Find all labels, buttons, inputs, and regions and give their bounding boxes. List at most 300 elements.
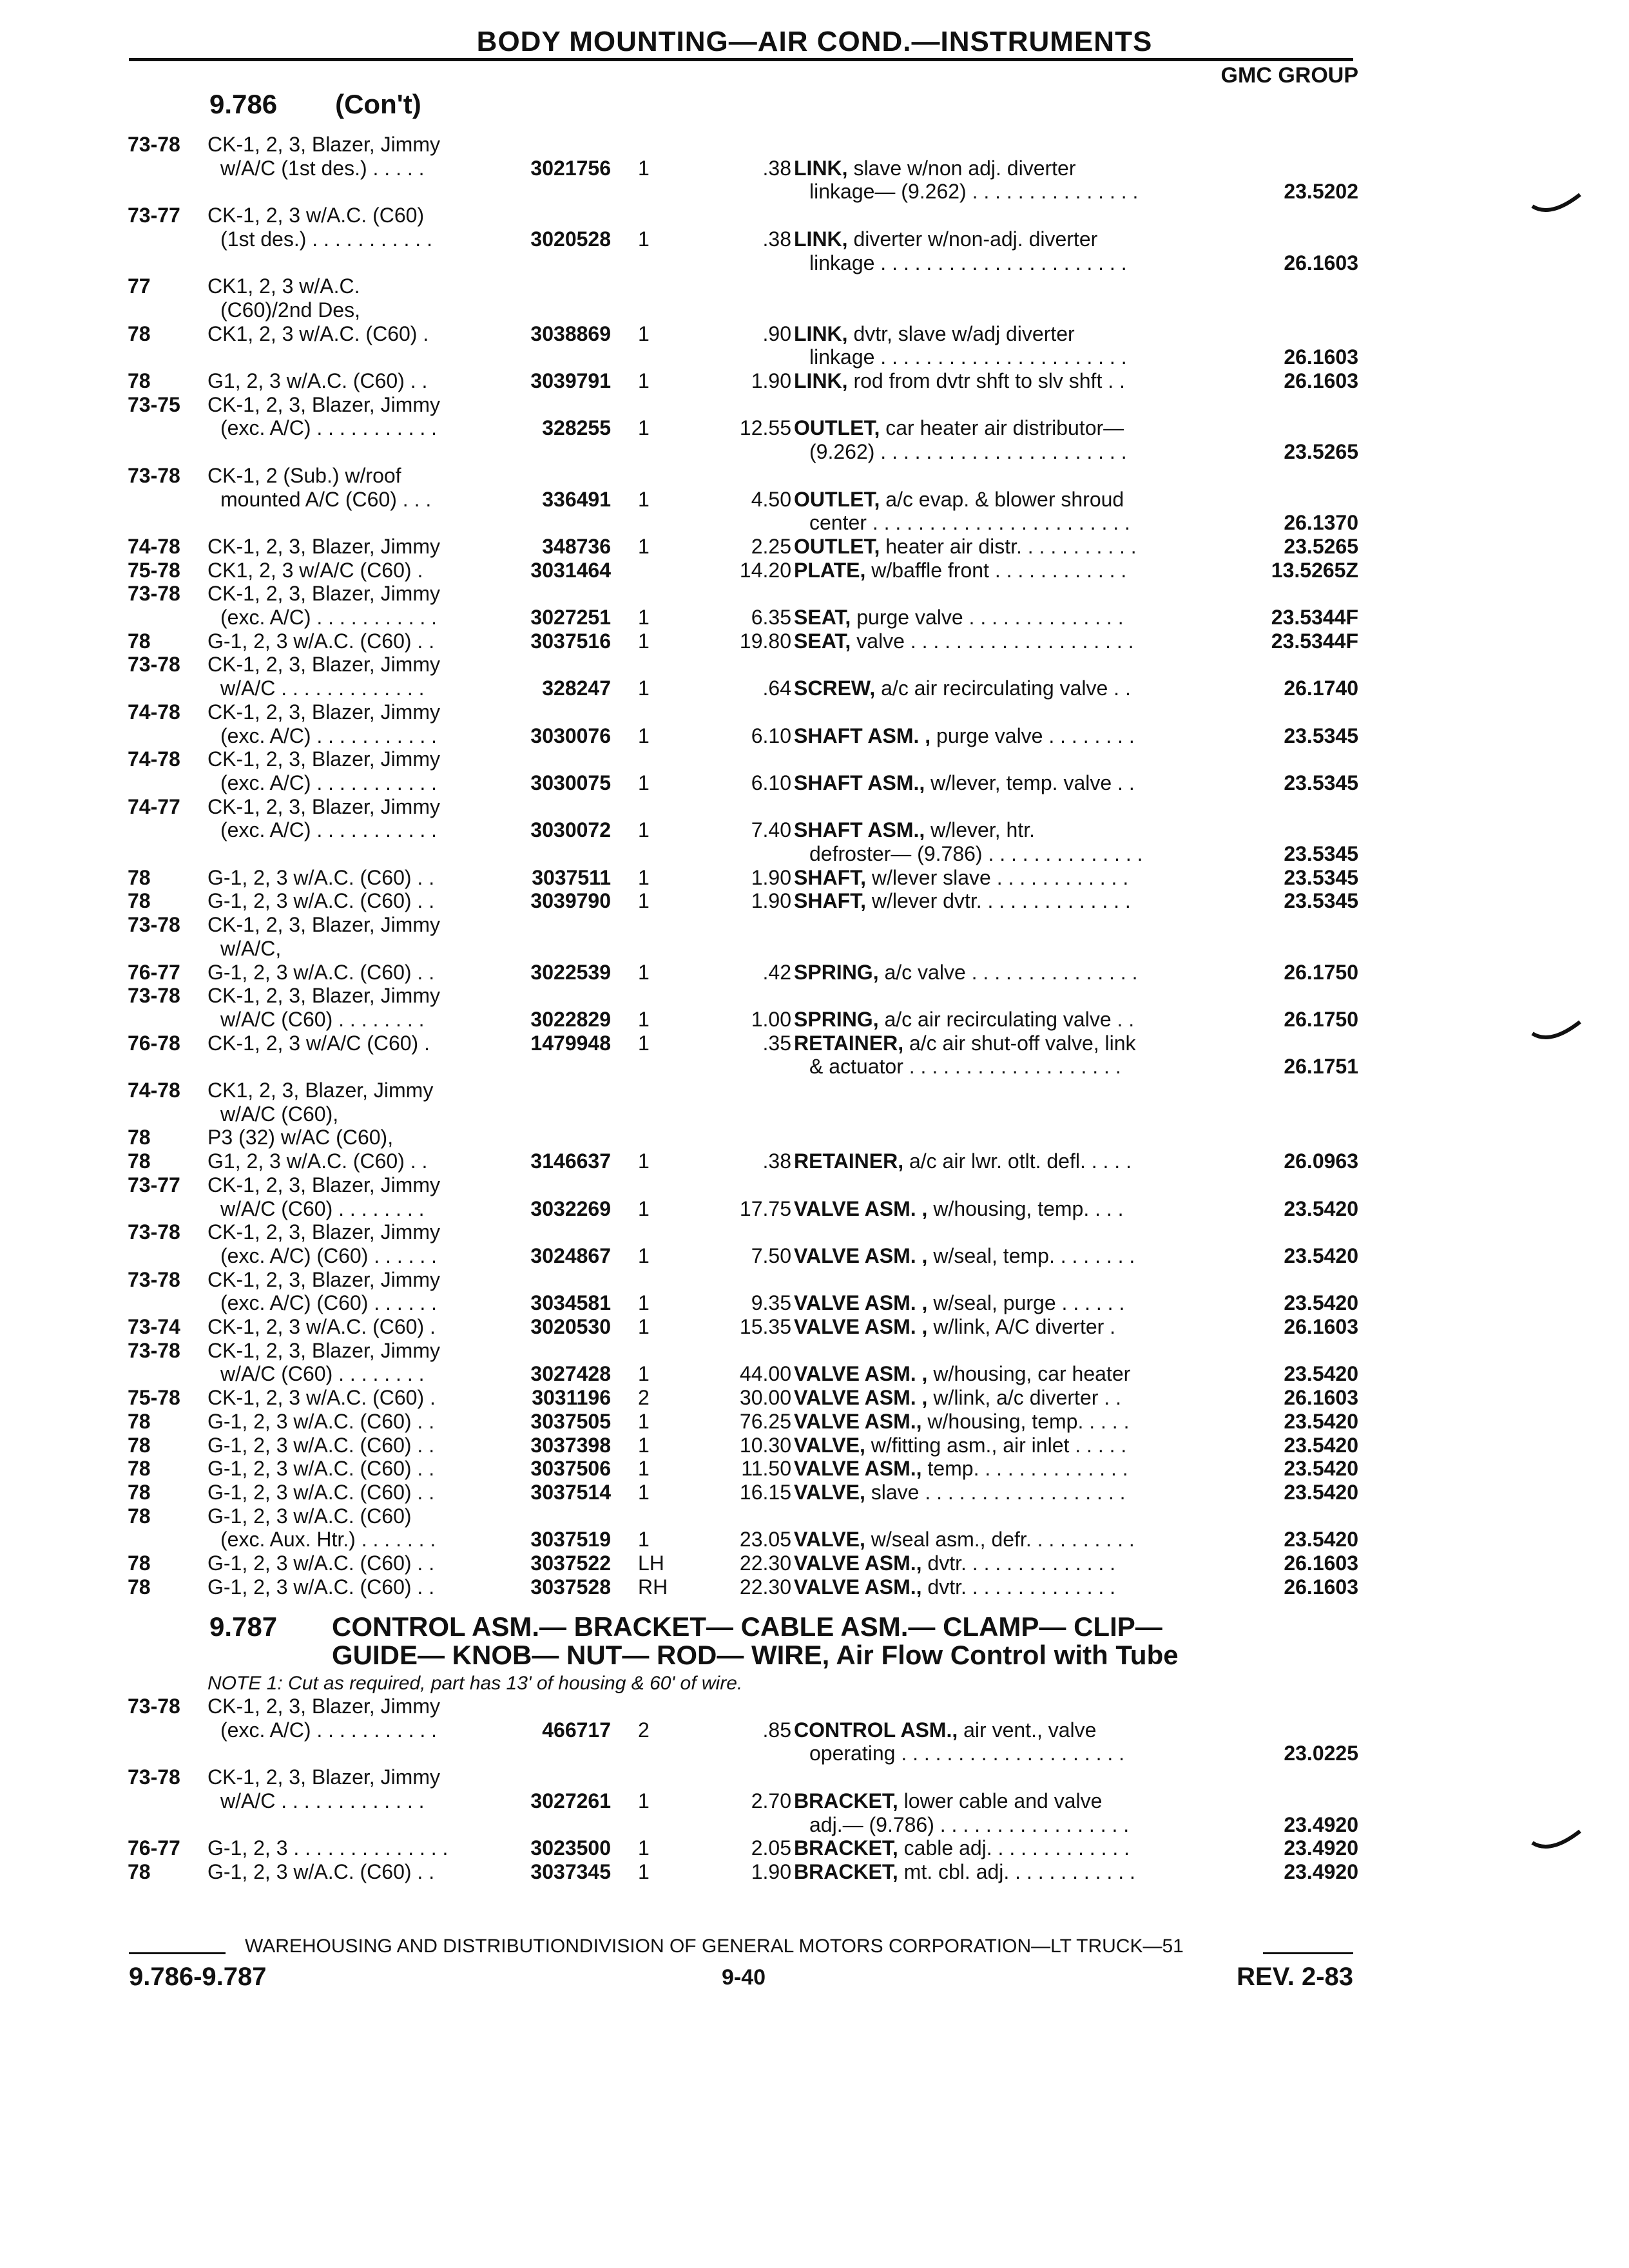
price: 17.75 bbox=[739, 1196, 791, 1220]
application: CK-1, 2, 3, Blazer, Jimmy bbox=[207, 1173, 440, 1196]
model-years: 73-78 bbox=[128, 1765, 180, 1789]
part-detail: w/seal, temp. . . . . . . . bbox=[927, 1244, 1135, 1267]
quantity: LH bbox=[638, 1552, 664, 1575]
price: .64 bbox=[762, 677, 791, 700]
part-detail: w/baffle front . . . . . . . . . . . . bbox=[865, 558, 1127, 582]
description bbox=[794, 866, 1128, 889]
group-code: 23.5420 bbox=[1284, 1433, 1358, 1457]
model-years: 78 bbox=[128, 369, 151, 392]
part-number: 3039791 bbox=[530, 369, 611, 392]
model-years: 78 bbox=[128, 1860, 151, 1883]
quantity: 1 bbox=[638, 322, 650, 345]
part-number: 3023500 bbox=[530, 1836, 611, 1860]
part-name: VALVE ASM. , bbox=[794, 1362, 928, 1386]
price: 44.00 bbox=[739, 1362, 791, 1386]
model-years: 73-78 bbox=[128, 1338, 180, 1362]
description bbox=[794, 1032, 1136, 1055]
part-detail: purge valve . . . . . . . . bbox=[930, 724, 1135, 747]
part-name: OUTLET, bbox=[794, 487, 880, 511]
part-detail: a/c air recirculating valve . . bbox=[875, 677, 1131, 700]
price: 9.35 bbox=[751, 1291, 791, 1315]
price: 2.70 bbox=[751, 1789, 791, 1812]
part-number: 3024867 bbox=[530, 1244, 611, 1267]
price: 16.15 bbox=[739, 1480, 791, 1504]
model-years: 78 bbox=[128, 1433, 151, 1457]
price: 7.50 bbox=[751, 1244, 791, 1267]
application: w/A/C (1st des.) . . . . . bbox=[220, 156, 425, 180]
part-number: 3022539 bbox=[530, 960, 611, 984]
model-years: 73-75 bbox=[128, 392, 180, 416]
description bbox=[794, 1552, 1115, 1575]
part-name: BRACKET, bbox=[794, 1789, 898, 1812]
model-years: 74-77 bbox=[128, 794, 180, 818]
quantity: 1 bbox=[638, 1433, 650, 1457]
description bbox=[794, 227, 1097, 251]
application: w/A/C (C60) . . . . . . . . bbox=[220, 1007, 425, 1031]
model-years: 76-77 bbox=[128, 960, 180, 984]
price: 22.30 bbox=[739, 1552, 791, 1575]
part-number: 3037506 bbox=[530, 1457, 611, 1481]
quantity: 1 bbox=[638, 1480, 650, 1504]
part-name: VALVE ASM. , bbox=[794, 1196, 928, 1220]
quantity: 1 bbox=[638, 1291, 650, 1315]
application: G-1, 2, 3 w/A.C. (C60) . . bbox=[207, 960, 435, 984]
quantity: 1 bbox=[638, 677, 650, 700]
application: CK-1, 2, 3 w/A.C. (C60) bbox=[207, 204, 425, 227]
part-name: OUTLET, bbox=[794, 534, 880, 558]
part-name: SPRING, bbox=[794, 960, 879, 984]
model-years: 76-78 bbox=[128, 1031, 180, 1055]
application: CK-1, 2, 3, Blazer, Jimmy bbox=[207, 747, 440, 771]
price: .35 bbox=[762, 1031, 791, 1055]
model-years: 78 bbox=[128, 1149, 151, 1173]
description bbox=[794, 1244, 1135, 1267]
group-code: 23.5420 bbox=[1284, 1196, 1358, 1220]
quantity: 1 bbox=[638, 156, 650, 180]
group-code: 23.5344F bbox=[1271, 606, 1358, 629]
part-number: 3037519 bbox=[530, 1528, 611, 1552]
price: 30.00 bbox=[739, 1386, 791, 1410]
quantity: 1 bbox=[638, 1528, 650, 1552]
description bbox=[794, 535, 1137, 558]
application: w/A/C (C60) . . . . . . . . bbox=[220, 1362, 425, 1386]
part-detail: lower cable and valve bbox=[898, 1789, 1103, 1812]
part-name: SEAT, bbox=[794, 606, 851, 629]
description bbox=[794, 1718, 1096, 1742]
group-code: 23.5265 bbox=[1284, 440, 1358, 464]
application: CK1, 2, 3 w/A/C (C60) . bbox=[207, 558, 423, 582]
description bbox=[794, 1789, 1102, 1812]
quantity: 1 bbox=[638, 1362, 650, 1386]
application: (exc. A/C) . . . . . . . . . . . bbox=[220, 818, 438, 842]
part-number: 3037528 bbox=[530, 1575, 611, 1599]
model-years: 75-78 bbox=[128, 1386, 180, 1410]
application: P3 (32) w/AC (C60), bbox=[207, 1126, 394, 1149]
quantity: RH bbox=[638, 1575, 668, 1599]
section-title-line-1: CONTROL ASM.— BRACKET— CABLE ASM.— CLAMP— CLIP— bbox=[332, 1611, 1162, 1642]
part-number: 466717 bbox=[542, 1718, 611, 1742]
group-code: 26.1603 bbox=[1284, 1552, 1358, 1575]
application: CK-1, 2, 3, Blazer, Jimmy bbox=[207, 1338, 440, 1362]
part-detail: a/c evap. & blower shroud bbox=[880, 487, 1124, 511]
description bbox=[809, 842, 1143, 865]
price: 4.50 bbox=[751, 487, 791, 511]
section-number: 9.787 bbox=[209, 1611, 278, 1642]
part-detail: w/fitting asm., air inlet . . . . . bbox=[865, 1433, 1127, 1457]
quantity: 1 bbox=[638, 1196, 650, 1220]
quantity: 1 bbox=[638, 369, 650, 392]
check-mark-icon bbox=[1531, 191, 1583, 216]
model-years: 73-78 bbox=[128, 133, 180, 156]
group-code: 26.1370 bbox=[1284, 511, 1358, 535]
group-code: 26.0963 bbox=[1284, 1149, 1358, 1173]
description bbox=[794, 1434, 1126, 1457]
part-detail: w/housing, temp. . . . bbox=[927, 1196, 1124, 1220]
group-code: 26.1603 bbox=[1284, 369, 1358, 392]
part-name: VALVE, bbox=[794, 1528, 865, 1552]
part-detail: operating . . . . . . . . . . . . . . . . . . . . bbox=[809, 1742, 1125, 1765]
price: 1.90 bbox=[751, 1860, 791, 1883]
part-name: VALVE ASM., bbox=[794, 1575, 922, 1599]
application: G-1, 2, 3 w/A.C. (C60) . . bbox=[207, 1575, 435, 1599]
application: G-1, 2, 3 w/A.C. (C60) . . bbox=[207, 1433, 435, 1457]
part-name: RETAINER, bbox=[794, 1149, 904, 1173]
part-name: VALVE ASM., bbox=[794, 1552, 922, 1575]
group-code: 23.5420 bbox=[1284, 1480, 1358, 1504]
description bbox=[794, 677, 1131, 700]
model-years: 73-78 bbox=[128, 984, 180, 1008]
model-years: 78 bbox=[128, 322, 151, 345]
description bbox=[794, 1528, 1135, 1551]
part-detail: w/seal asm., defr. . . . . . . . . . bbox=[865, 1528, 1135, 1552]
application: G-1, 2, 3 w/A.C. (C60) . . bbox=[207, 629, 435, 653]
description bbox=[794, 606, 1124, 629]
quantity: 1 bbox=[638, 1149, 650, 1173]
part-detail: w/link, a/c diverter . . bbox=[927, 1386, 1121, 1410]
footer-revision: REV. 2-83 bbox=[1237, 1963, 1353, 1991]
quantity: 1 bbox=[638, 534, 650, 558]
description bbox=[794, 488, 1124, 511]
section-title-line-2: GUIDE— KNOB— NUT— ROD— WIRE, Air Flow Control with Tube bbox=[332, 1640, 1179, 1670]
group-code: 26.1750 bbox=[1284, 960, 1358, 984]
application: G-1, 2, 3 w/A.C. (C60) . . bbox=[207, 1457, 435, 1481]
part-number: 3031196 bbox=[532, 1386, 611, 1410]
description bbox=[794, 1315, 1115, 1338]
application: G-1, 2, 3 . . . . . . . . . . . . . . bbox=[207, 1836, 448, 1860]
group-code: 26.1751 bbox=[1284, 1055, 1358, 1079]
part-number: 3032269 bbox=[530, 1196, 611, 1220]
application: CK-1, 2 (Sub.) w/roof bbox=[207, 463, 401, 487]
group-code: 23.5420 bbox=[1284, 1457, 1358, 1481]
description bbox=[809, 1742, 1124, 1765]
group-code: 26.1603 bbox=[1284, 1386, 1358, 1410]
model-years: 74-78 bbox=[128, 700, 180, 724]
part-detail: air vent., valve bbox=[958, 1718, 1097, 1742]
description bbox=[794, 889, 1131, 912]
price: 2.25 bbox=[751, 534, 791, 558]
part-name: OUTLET, bbox=[794, 416, 880, 440]
group-code: 26.1603 bbox=[1284, 1575, 1358, 1599]
description bbox=[809, 1813, 1129, 1836]
part-name: SHAFT ASM., bbox=[794, 818, 925, 842]
quantity: 1 bbox=[638, 889, 650, 913]
quantity: 1 bbox=[638, 1007, 650, 1031]
part-number: 3027261 bbox=[530, 1789, 611, 1812]
part-detail: defroster— (9.786) . . . . . . . . . . . . . . bbox=[809, 842, 1143, 865]
group-code: 26.1603 bbox=[1284, 251, 1358, 274]
group-code: 23.5420 bbox=[1284, 1244, 1358, 1267]
description bbox=[809, 345, 1127, 369]
section-continued: (Con't) bbox=[335, 89, 421, 119]
part-detail: linkage— (9.262) . . . . . . . . . . . . . . . bbox=[809, 180, 1139, 204]
model-years: 73-78 bbox=[128, 1267, 180, 1291]
description bbox=[794, 1386, 1121, 1409]
header-rule bbox=[129, 58, 1353, 61]
price: 15.35 bbox=[739, 1315, 791, 1338]
part-number: 3021756 bbox=[530, 156, 611, 180]
part-number: 336491 bbox=[542, 487, 611, 511]
model-years: 78 bbox=[128, 1457, 151, 1481]
part-name: VALVE ASM., bbox=[794, 1409, 922, 1433]
quantity: 1 bbox=[638, 724, 650, 747]
price: 19.80 bbox=[739, 629, 791, 653]
part-number: 3037511 bbox=[532, 865, 611, 889]
part-number: 328247 bbox=[542, 677, 611, 700]
application: w/A/C . . . . . . . . . . . . . bbox=[220, 1789, 425, 1812]
price: .42 bbox=[762, 960, 791, 984]
part-detail: slave w/non adj. diverter bbox=[847, 156, 1076, 180]
group-code: 26.1740 bbox=[1284, 677, 1358, 700]
part-number: 3031464 bbox=[530, 558, 611, 582]
group-code: 23.0225 bbox=[1284, 1742, 1358, 1765]
part-number: 348736 bbox=[542, 534, 611, 558]
part-detail: w/lever dvtr. . . . . . . . . . . . . . bbox=[866, 889, 1131, 913]
model-years: 74-78 bbox=[128, 534, 180, 558]
description bbox=[794, 1575, 1115, 1599]
model-years: 78 bbox=[128, 629, 151, 653]
application: (exc. A/C) . . . . . . . . . . . bbox=[220, 606, 438, 629]
model-years: 73-78 bbox=[128, 463, 180, 487]
quantity: 1 bbox=[638, 1860, 650, 1883]
part-detail: a/c valve . . . . . . . . . . . . . . . bbox=[878, 960, 1138, 984]
application: CK-1, 2, 3, Blazer, Jimmy bbox=[207, 700, 440, 724]
footer-section-range: 9.786-9.787 bbox=[129, 1963, 267, 1991]
quantity: 1 bbox=[638, 629, 650, 653]
model-years: 78 bbox=[128, 1504, 151, 1528]
section-9786-heading bbox=[209, 89, 421, 120]
price: .38 bbox=[762, 1149, 791, 1173]
part-number: 3037505 bbox=[530, 1409, 611, 1433]
application: CK-1, 2, 3, Blazer, Jimmy bbox=[207, 1695, 440, 1718]
quantity: 2 bbox=[638, 1718, 650, 1742]
quantity: 2 bbox=[638, 1386, 650, 1410]
application: (1st des.) . . . . . . . . . . . bbox=[220, 227, 432, 251]
application: G-1, 2, 3 w/A.C. (C60) . . bbox=[207, 889, 435, 913]
price: 6.35 bbox=[751, 606, 791, 629]
description bbox=[794, 559, 1126, 582]
application: CK-1, 2, 3, Blazer, Jimmy bbox=[207, 1765, 440, 1789]
footer-publisher: WAREHOUSING AND DISTRIBUTIONDIVISION OF GENERAL MOTORS CORPORATION—LT TRUCK—51 bbox=[245, 1936, 1184, 1957]
model-years: 78 bbox=[128, 1409, 151, 1433]
part-number: 3034581 bbox=[530, 1291, 611, 1315]
quantity: 1 bbox=[638, 1244, 650, 1267]
part-detail: w/housing, temp. . . . . bbox=[921, 1409, 1130, 1433]
description bbox=[794, 1008, 1134, 1031]
part-detail: slave . . . . . . . . . . . . . . . . . . bbox=[865, 1480, 1126, 1504]
price: 1.90 bbox=[751, 865, 791, 889]
part-detail: w/housing, car heater bbox=[927, 1362, 1131, 1386]
part-detail: car heater air distributor— bbox=[880, 416, 1124, 440]
description bbox=[794, 961, 1137, 984]
application: G1, 2, 3 w/A.C. (C60) . . bbox=[207, 1149, 428, 1173]
part-detail: valve . . . . . . . . . . . . . . . . . . . . bbox=[851, 629, 1134, 653]
application: G-1, 2, 3 w/A.C. (C60) . . bbox=[207, 1552, 435, 1575]
part-name: LINK, bbox=[794, 322, 848, 345]
description bbox=[794, 369, 1125, 392]
part-detail: w/link, A/C diverter . bbox=[927, 1315, 1116, 1338]
part-name: CONTROL ASM., bbox=[794, 1718, 958, 1742]
group-code: 26.1603 bbox=[1284, 1315, 1358, 1338]
quantity: 1 bbox=[638, 771, 650, 794]
application: (exc. A/C) . . . . . . . . . . . bbox=[220, 724, 438, 747]
price: 1.00 bbox=[751, 1007, 791, 1031]
group-code: 23.4920 bbox=[1284, 1860, 1358, 1883]
quantity: 1 bbox=[638, 487, 650, 511]
check-mark-icon bbox=[1531, 1018, 1583, 1044]
group-code: 13.5265Z bbox=[1271, 558, 1358, 582]
part-detail: rod from dvtr shft to slv shft . . bbox=[847, 369, 1125, 392]
application: G-1, 2, 3 w/A.C. (C60) . . bbox=[207, 1480, 435, 1504]
model-years: 78 bbox=[128, 1480, 151, 1504]
model-years: 77 bbox=[128, 274, 151, 298]
application: G-1, 2, 3 w/A.C. (C60) . . bbox=[207, 1860, 435, 1883]
part-detail: & actuator . . . . . . . . . . . . . . . . . . . bbox=[809, 1055, 1121, 1079]
part-name: RETAINER, bbox=[794, 1031, 904, 1055]
quantity: 1 bbox=[638, 1315, 650, 1338]
part-number: 3020530 bbox=[530, 1315, 611, 1338]
section-note: NOTE 1: Cut as required, part has 13' of housing & 60' of wire. bbox=[207, 1673, 743, 1694]
model-years: 73-78 bbox=[128, 653, 180, 677]
description bbox=[809, 511, 1130, 534]
description bbox=[809, 1055, 1121, 1078]
group-code: 23.5420 bbox=[1284, 1528, 1358, 1552]
price: .38 bbox=[762, 227, 791, 251]
part-detail: purge valve . . . . . . . . . . . . . . bbox=[851, 606, 1124, 629]
description bbox=[794, 818, 1035, 841]
part-name: SEAT, bbox=[794, 629, 851, 653]
application: (exc. A/C) (C60) . . . . . . bbox=[220, 1244, 438, 1267]
quantity: 1 bbox=[638, 865, 650, 889]
model-years: 75-78 bbox=[128, 558, 180, 582]
footer-rule-left bbox=[129, 1952, 226, 1954]
application: CK1, 2, 3 w/A.C. (C60) . bbox=[207, 322, 429, 345]
part-number: 3037514 bbox=[530, 1480, 611, 1504]
group-code: 26.1750 bbox=[1284, 1007, 1358, 1031]
part-name: LINK, bbox=[794, 156, 848, 180]
application: w/A/C, bbox=[220, 936, 282, 960]
part-detail: w/lever, htr. bbox=[925, 818, 1035, 842]
application: w/A/C . . . . . . . . . . . . . bbox=[220, 677, 425, 700]
part-detail: w/seal, purge . . . . . . bbox=[927, 1291, 1125, 1315]
application: CK-1, 2, 3, Blazer, Jimmy bbox=[207, 653, 440, 677]
part-name: LINK, bbox=[794, 227, 848, 251]
price: 76.25 bbox=[739, 1409, 791, 1433]
price: .85 bbox=[762, 1718, 791, 1742]
application: CK-1, 2, 3 w/A.C. (C60) . bbox=[207, 1315, 436, 1338]
price: 10.30 bbox=[739, 1433, 791, 1457]
group-label: GMC GROUP bbox=[1220, 63, 1358, 88]
quantity: 1 bbox=[638, 960, 650, 984]
price: 14.20 bbox=[739, 558, 791, 582]
part-detail: cable adj. . . . . . . . . . . . . bbox=[898, 1836, 1130, 1860]
model-years: 73-74 bbox=[128, 1315, 180, 1338]
group-code: 23.5345 bbox=[1284, 889, 1358, 913]
part-number: 3037398 bbox=[530, 1433, 611, 1457]
application: CK-1, 2, 3, Blazer, Jimmy bbox=[207, 133, 440, 156]
description bbox=[794, 157, 1076, 180]
part-name: SCREW, bbox=[794, 677, 876, 700]
group-code: 23.5420 bbox=[1284, 1291, 1358, 1315]
price: 11.50 bbox=[741, 1457, 791, 1481]
group-code: 23.5202 bbox=[1284, 180, 1358, 204]
part-detail: diverter w/non-adj. diverter bbox=[847, 227, 1098, 251]
part-number: 1479948 bbox=[530, 1031, 611, 1055]
price: 6.10 bbox=[751, 724, 791, 747]
description bbox=[794, 1291, 1124, 1314]
model-years: 73-78 bbox=[128, 913, 180, 937]
quantity: 1 bbox=[638, 1789, 650, 1812]
description bbox=[794, 724, 1135, 747]
price: 2.05 bbox=[751, 1836, 791, 1860]
price: 1.90 bbox=[751, 889, 791, 913]
model-years: 73-78 bbox=[128, 1695, 180, 1718]
description bbox=[794, 1457, 1128, 1480]
part-number: 3030076 bbox=[530, 724, 611, 747]
application: CK1, 2, 3 w/A.C. bbox=[207, 274, 360, 298]
part-name: VALVE ASM. , bbox=[794, 1291, 928, 1315]
group-code: 23.5265 bbox=[1284, 534, 1358, 558]
application: w/A/C (C60), bbox=[220, 1102, 339, 1126]
part-number: 3146637 bbox=[530, 1149, 611, 1173]
application: (exc. A/C) (C60) . . . . . . bbox=[220, 1291, 438, 1315]
part-name: LINK, bbox=[794, 369, 848, 392]
price: 7.40 bbox=[751, 818, 791, 842]
part-detail: a/c air shut-off valve, link bbox=[903, 1031, 1136, 1055]
part-number: 328255 bbox=[542, 416, 611, 440]
model-years: 78 bbox=[128, 1552, 151, 1575]
part-name: VALVE, bbox=[794, 1480, 865, 1504]
price: .38 bbox=[762, 156, 791, 180]
application: CK-1, 2, 3, Blazer, Jimmy bbox=[207, 1267, 440, 1291]
part-detail: heater air distr. . . . . . . . . . . bbox=[880, 534, 1137, 558]
price: 12.55 bbox=[739, 416, 791, 440]
price: 6.10 bbox=[751, 771, 791, 794]
part-detail: w/lever, temp. valve . . bbox=[925, 771, 1135, 794]
application: G-1, 2, 3 w/A.C. (C60) . . bbox=[207, 1409, 435, 1433]
part-number: 3038869 bbox=[530, 322, 611, 345]
description bbox=[794, 1149, 1132, 1173]
quantity: 1 bbox=[638, 818, 650, 842]
quantity: 1 bbox=[638, 1031, 650, 1055]
application: CK-1, 2, 3 w/A.C. (C60) . bbox=[207, 1386, 436, 1410]
part-name: SHAFT, bbox=[794, 889, 866, 913]
description bbox=[794, 1860, 1135, 1883]
price: 1.90 bbox=[751, 369, 791, 392]
part-name: SHAFT ASM. , bbox=[794, 724, 931, 747]
part-name: VALVE, bbox=[794, 1433, 865, 1457]
part-name: BRACKET, bbox=[794, 1836, 898, 1860]
quantity: 1 bbox=[638, 416, 650, 440]
